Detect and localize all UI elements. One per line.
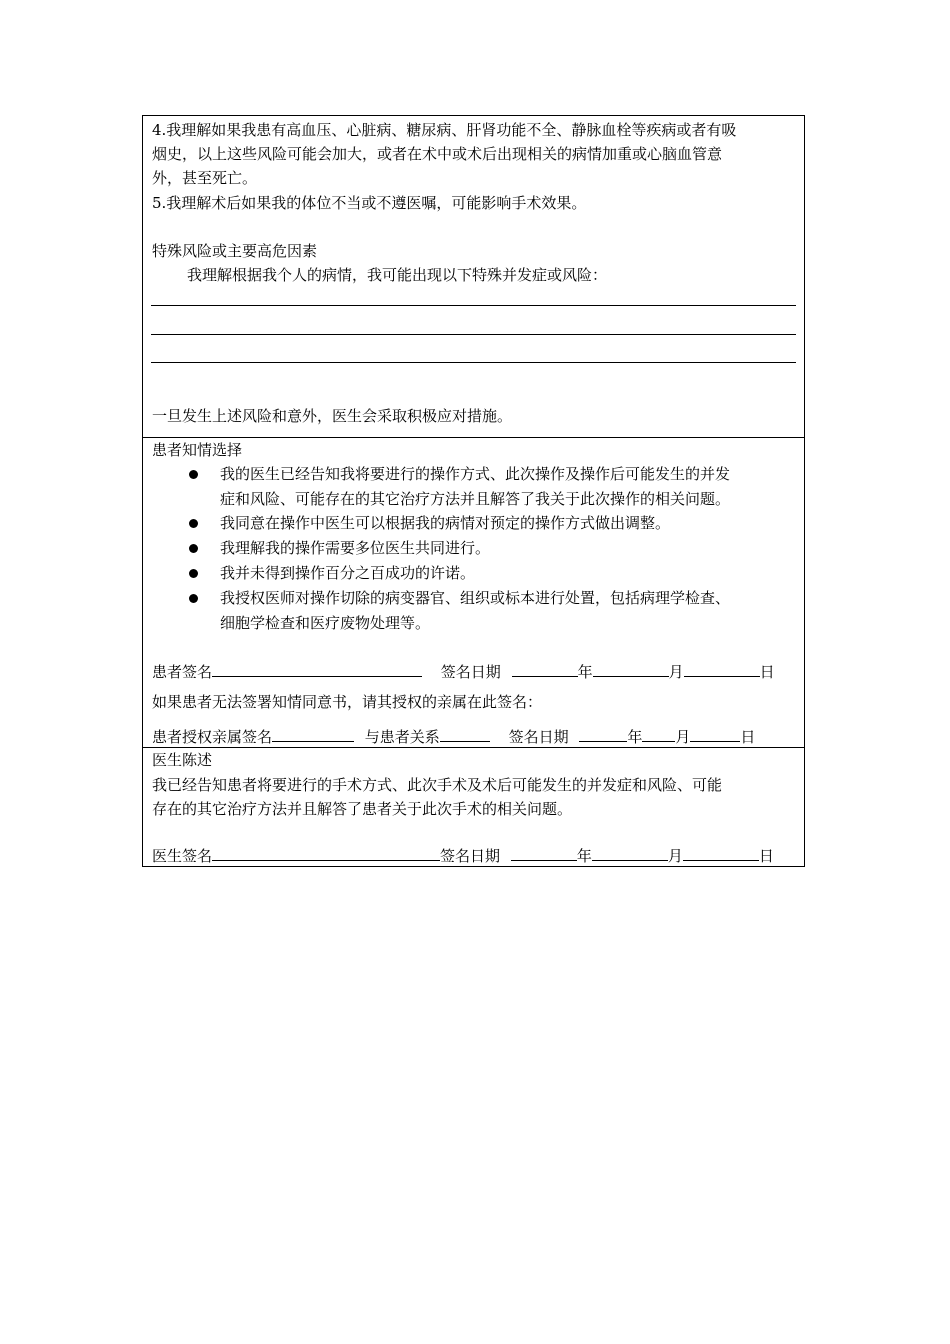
proxy-sign-date-label: 签名日期 [508,728,569,746]
consent-bullet-4: 我并未得到操作百分之百成功的许诺。 [220,564,476,582]
consent-bullet-3: 我理解我的操作需要多位医生共同进行。 [220,539,491,557]
bullet-icon [189,544,198,553]
doctor-sign-year-field[interactable] [511,845,577,861]
doctor-sign-day-field[interactable] [683,845,759,861]
consent-bullet-1-line-2: 症和风险、可能存在的其它治疗方法并且解答了我关于此次操作的相关问题。 [220,490,731,508]
proxy-note: 如果患者无法签署知情同意书，请其授权的亲属在此签名： [152,693,543,711]
risk-closing-text: 一旦发生上述风险和意外，医生会采取积极应对措施。 [152,407,513,425]
patient-signature-field[interactable] [212,661,422,677]
doctor-signature-label: 医生签名 [152,847,213,865]
patient-consent-title: 患者知情选择 [152,441,243,459]
patient-signature-label: 患者签名 [152,663,213,681]
bullet-icon [189,594,198,603]
day-label: 日 [759,663,775,681]
relation-field[interactable] [440,726,490,742]
doctor-sign-month-field[interactable] [592,845,668,861]
patient-sign-day-field[interactable] [684,661,760,677]
month-label: 月 [675,728,691,746]
risk-item-4-line-3: 外，甚至死亡。 [152,169,258,187]
patient-signature-row [152,661,775,682]
doctor-statement-line-2: 存在的其它治疗方法并且解答了患者关于此次手术的相关问题。 [152,800,573,818]
doctor-signature-field[interactable] [212,845,440,861]
bullet-icon [189,569,198,578]
proxy-sign-year-field[interactable] [579,726,627,742]
special-risk-title: 特殊风险或主要高危因素 [152,242,318,260]
doctor-statement-section [143,747,804,866]
risks-section [143,116,804,437]
doctor-signature-row [152,845,774,866]
doctor-statement-title: 医生陈述 [152,751,213,769]
patient-sign-date-label: 签名日期 [440,663,501,681]
proxy-sign-month-field[interactable] [642,726,675,742]
special-risk-blank-line-3[interactable] [151,362,796,363]
doctor-sign-date-label: 签名日期 [440,847,501,865]
day-label: 日 [740,728,756,746]
patient-sign-month-field[interactable] [593,661,669,677]
risk-item-4-line-1: 4.我理解如果我患有高血压、心脏病、糖尿病、肝肾功能不全、静脉血栓等疾病或者有吸 [152,121,737,139]
proxy-signature-field[interactable] [272,726,354,742]
consent-bullet-5-line-1: 我授权医师对操作切除的病变器官、组织或标本进行处置，包括病理学检查、 [220,589,731,607]
bullet-icon [189,519,198,528]
consent-form-table [142,115,805,867]
proxy-signature-row [152,726,755,747]
consent-bullet-5-line-2: 细胞学检查和医疗废物处理等。 [220,614,431,632]
special-risk-blank-line-2[interactable] [151,334,796,335]
year-label: 年 [576,847,592,865]
special-risk-blank-line-1[interactable] [151,305,796,306]
year-label: 年 [577,663,593,681]
proxy-sign-day-field[interactable] [690,726,740,742]
patient-sign-year-field[interactable] [512,661,578,677]
month-label: 月 [668,663,684,681]
risk-item-5: 5.我理解术后如果我的体位不当或不遵医嘱，可能影响手术效果。 [152,194,587,212]
month-label: 月 [667,847,683,865]
patient-consent-section [143,437,804,747]
year-label: 年 [627,728,643,746]
consent-bullet-1-line-1: 我的医生已经告知我将要进行的操作方式、此次操作及操作后可能发生的并发 [220,465,731,483]
day-label: 日 [758,847,774,865]
consent-bullet-2: 我同意在操作中医生可以根据我的病情对预定的操作方式做出调整。 [220,514,671,532]
special-risk-intro: 我理解根据我个人的病情，我可能出现以下特殊并发症或风险： [187,266,608,284]
proxy-signature-label: 患者授权亲属签名 [152,728,273,746]
risk-item-4-line-2: 烟史，以上这些风险可能会加大，或者在术中或术后出现相关的病情加重或心脑血管意 [152,145,723,163]
bullet-icon [189,470,198,479]
doctor-statement-line-1: 我已经告知患者将要进行的手术方式、此次手术及术后可能发生的并发症和风险、可能 [152,776,723,794]
relation-label: 与患者关系 [364,728,440,746]
